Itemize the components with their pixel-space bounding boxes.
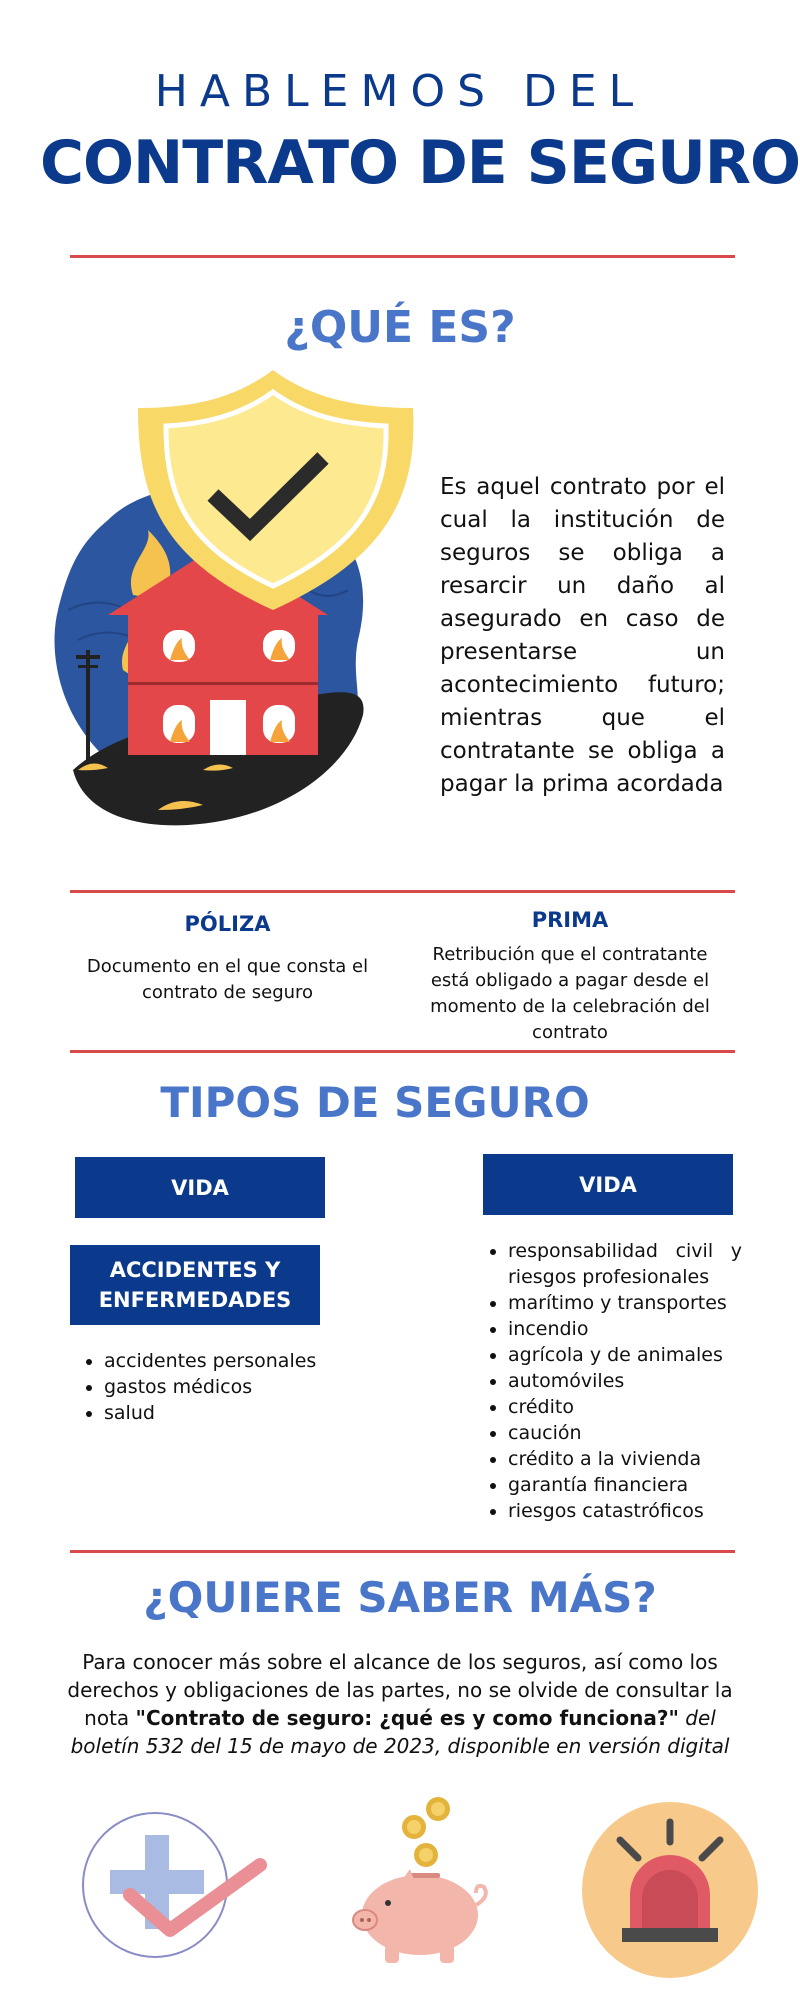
list-item: • automóviles — [508, 1368, 742, 1394]
mas-heading: ¿QUIERE SABER MÁS? — [143, 1573, 657, 1622]
vida-right-list — [480, 1238, 742, 1524]
prima-text: Retribución que el contratante está obligado a pagar desde el momento de la celebración del contrato — [430, 944, 710, 1043]
que-es-heading: ¿QUÉ ES? — [284, 302, 516, 353]
mas-note-title: "Contrato de seguro: ¿qué es y como funciona?" — [135, 1706, 679, 1730]
list-item: • agrícola y de animales — [508, 1342, 742, 1368]
burning-house-with-shield-icon — [38, 370, 428, 830]
accidentes-list — [76, 1348, 366, 1426]
list-item: • crédito a la vivienda — [508, 1446, 742, 1472]
list-item: • gastos médicos — [104, 1374, 366, 1400]
list-item: • crédito — [508, 1394, 742, 1420]
divider — [70, 890, 735, 893]
list-item: • responsabilidad civil y riesgos profesionales — [508, 1238, 742, 1290]
prima-block — [415, 908, 725, 1046]
list-item: • salud — [104, 1400, 366, 1426]
list-item: • accidentes personales — [104, 1348, 366, 1374]
poliza-block — [70, 912, 385, 1006]
mas-text — [60, 1648, 740, 1760]
que-es-text: Es aquel contrato por el cual la institución de seguros se obliga a resarcir un daño al asegurado en caso de presentarse un acontecimiento futuro; mientras que el contratante se obliga a pagar la prima acordada — [440, 474, 725, 797]
divider — [70, 255, 735, 258]
divider — [70, 1050, 735, 1053]
mas-note-source: del boletín 532 del 15 de mayo de 2023, disponible en versión digital — [70, 1706, 730, 1758]
vida-right-box: VIDA — [483, 1154, 733, 1215]
header-subtitle: HABLEMOS DEL — [154, 66, 646, 117]
poliza-text: Documento en el que consta el contrato de seguro — [86, 956, 369, 1003]
divider — [70, 1550, 735, 1553]
prima-title: PRIMA — [531, 908, 609, 932]
piggy-bank-coins-icon — [340, 1795, 500, 1970]
alarm-siren-icon — [580, 1800, 760, 1980]
list-item: • caución — [508, 1420, 742, 1446]
poliza-title: PÓLIZA — [184, 912, 271, 936]
list-item: • incendio — [508, 1316, 742, 1342]
accidentes-box: ACCIDENTES Y ENFERMEDADES — [70, 1245, 320, 1325]
mas-text-body: Para conocer más sobre el alcance de los seguros, así como los derechos y obligaciones de las partes, no se olvide de consultar la nota — [67, 1650, 733, 1730]
tipos-heading: TIPOS DE SEGURO — [160, 1078, 590, 1127]
header-title: CONTRATO DE SEGURO — [39, 128, 800, 198]
list-item: • riesgos catastróficos — [508, 1498, 742, 1524]
list-item: • marítimo y transportes — [508, 1290, 742, 1316]
vida-left-box: VIDA — [75, 1157, 325, 1218]
medical-cross-check-icon — [75, 1810, 275, 1960]
list-item: • garantía financiera — [508, 1472, 742, 1498]
